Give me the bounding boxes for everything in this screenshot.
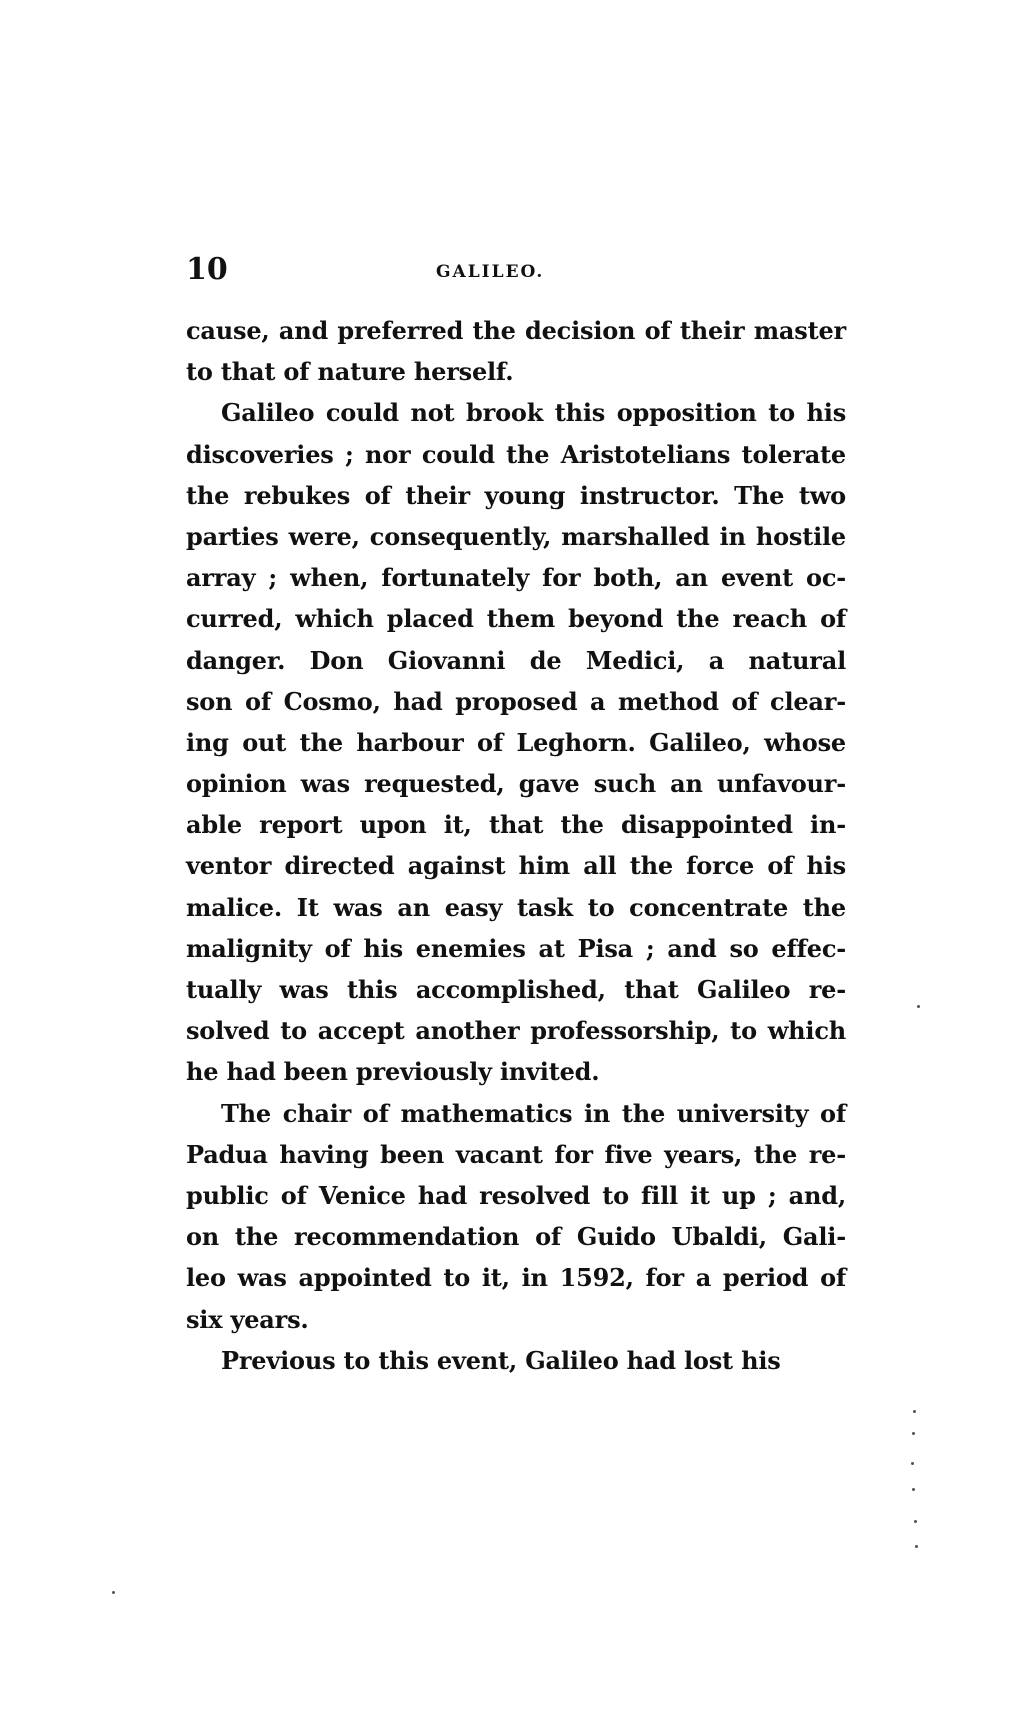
page-number: 10: [186, 252, 228, 287]
paragraph-line: parties were, consequently, marshalled in hostile: [186, 521, 846, 551]
paragraph-line: public of Venice had resolved to fill it up ; and,: [186, 1180, 846, 1210]
paragraph-first-line: Galileo could not brook this opposition to his: [221, 398, 846, 428]
running-title: GALILEO.: [436, 262, 545, 282]
scan-speck: [915, 1545, 918, 1548]
paragraph-first-line: The chair of mathematics in the university of: [221, 1098, 846, 1128]
paragraph-line: solved to accept another professorship, to which: [186, 1016, 846, 1046]
paragraph-first-line: cause, and preferred the decision of their master: [186, 316, 846, 345]
paragraph-line: Padua having been vacant for five years, the re-: [186, 1139, 846, 1169]
scan-speck: [112, 1591, 115, 1594]
paragraph-line: he had been previously invited.: [186, 1057, 600, 1087]
paragraph-line: array ; when, fortunately for both, an event oc-: [186, 563, 846, 593]
paragraph-first-line: Previous to this event, Galileo had lost his: [221, 1345, 781, 1375]
paragraph-line: able report upon it, that the disappointed in-: [186, 810, 846, 840]
scan-speck: [917, 1005, 920, 1008]
paragraph-line: to that of nature herself.: [186, 357, 514, 387]
paragraph-line: malignity of his enemies at Pisa ; and so effec-: [186, 933, 846, 963]
body-text: [186, 310, 846, 1381]
paragraph-line: son of Cosmo, had proposed a method of clear-: [186, 686, 846, 716]
paragraph-line: on the recommendation of Guido Ubaldi, Gali-: [186, 1222, 846, 1252]
scan-speck: [913, 1410, 916, 1413]
paragraph-line: opinion was requested, gave such an unfavour-: [186, 769, 846, 799]
paragraph-line: discoveries ; nor could the Aristotelians tolerate: [186, 439, 846, 469]
paragraph-line: ing out the harbour of Leghorn. Galileo, whose: [186, 727, 846, 757]
paragraph-line: danger. Don Giovanni de Medici, a natural: [186, 645, 846, 675]
paragraph-line: leo was appointed to it, in 1592, for a period of: [186, 1263, 846, 1293]
scan-speck: [911, 1462, 914, 1465]
paragraph-line: ventor directed against him all the force of his: [186, 851, 846, 881]
paragraph-line: tually was this accomplished, that Galileo re-: [186, 975, 846, 1004]
paragraph-line: the rebukes of their young instructor. The two: [186, 480, 846, 510]
running-head: [186, 250, 846, 290]
scan-speck: [912, 1488, 915, 1491]
paragraph-line: malice. It was an easy task to concentrate the: [186, 892, 846, 922]
paragraph-line: curred, which placed them beyond the reach of: [186, 604, 846, 634]
scan-speck: [914, 1520, 917, 1523]
paragraph-line: six years.: [186, 1304, 309, 1334]
scan-speck: [912, 1432, 915, 1435]
